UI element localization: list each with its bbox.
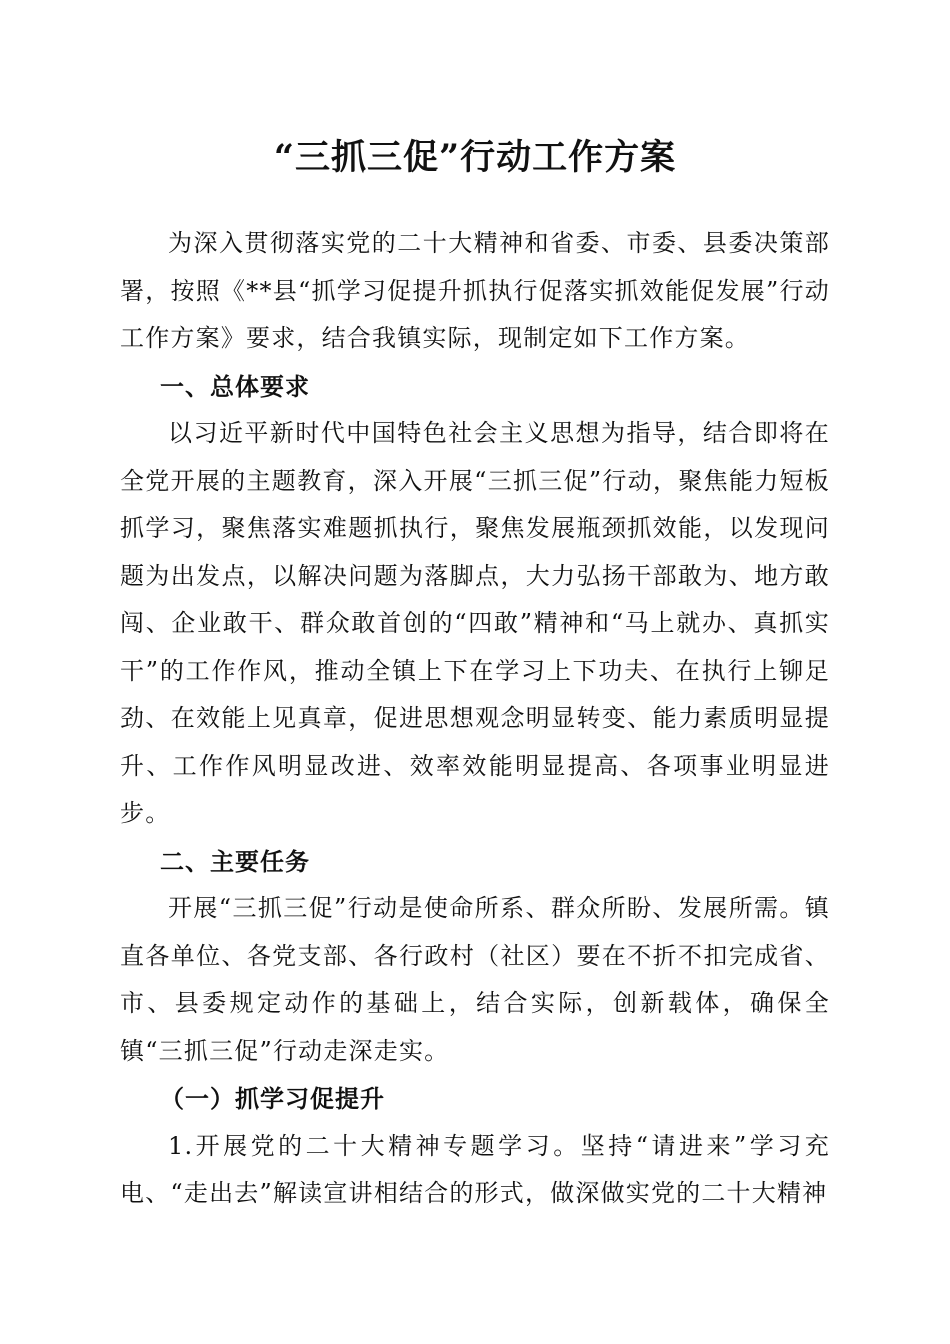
document-title: “三抓三促”行动工作方案 bbox=[273, 137, 677, 178]
main-tasks-paragraph: 开展“三抓三促”行动是使命所系、群众所盼、发展所需。镇直各单位、各党支部、各行政村（社区）要在不折不扣完成省、市、县委规定动作的基础上，结合实际，创新载体，确保全镇“三抓三促”行动走深走实。 bbox=[120, 894, 830, 1065]
subsection-heading-study: （一）抓学习促提升 bbox=[160, 1084, 385, 1113]
study-item-1-paragraph: 1.开展党的二十大精神专题学习。坚持“请进来”学习充电、“走出去”解读宣讲相结合的形式，做深做实党的二十大精神 bbox=[120, 1131, 830, 1207]
section-heading-main-tasks: 二、主要任务 bbox=[160, 846, 310, 876]
document-body bbox=[120, 220, 830, 1218]
section-heading-overall-requirements: 一、总体要求 bbox=[160, 371, 310, 401]
overall-requirements-paragraph: 以习近平新时代中国特色社会主义思想为指导，结合即将在全党开展的主题教育，深入开展“三抓三促”行动，聚焦能力短板抓学习，聚焦落实难题抓执行，聚焦发展瓶颈抓效能，以发现问题为出发点，以解决问题为落脚点，大力弘扬干部敢为、地方敢闯、企业敢干、群众敢首创的“四敢”精神和“马上就办、真抓实干”的工作作风，推动全镇上下在学习上下功夫、在执行上铆足劲、在效能上见真章，促进思想观念明显转变、能力素质明显提升、工作作风明显改进、效率效能明显提高、各项事业明显进步。 bbox=[120, 419, 830, 827]
intro-paragraph: 为深入贯彻落实党的二十大精神和省委、市委、县委决策部署，按照《**县“抓学习促提升抓执行促落实抓效能促发展”行动工作方案》要求，结合我镇实际，现制定如下工作方案。 bbox=[120, 229, 830, 352]
